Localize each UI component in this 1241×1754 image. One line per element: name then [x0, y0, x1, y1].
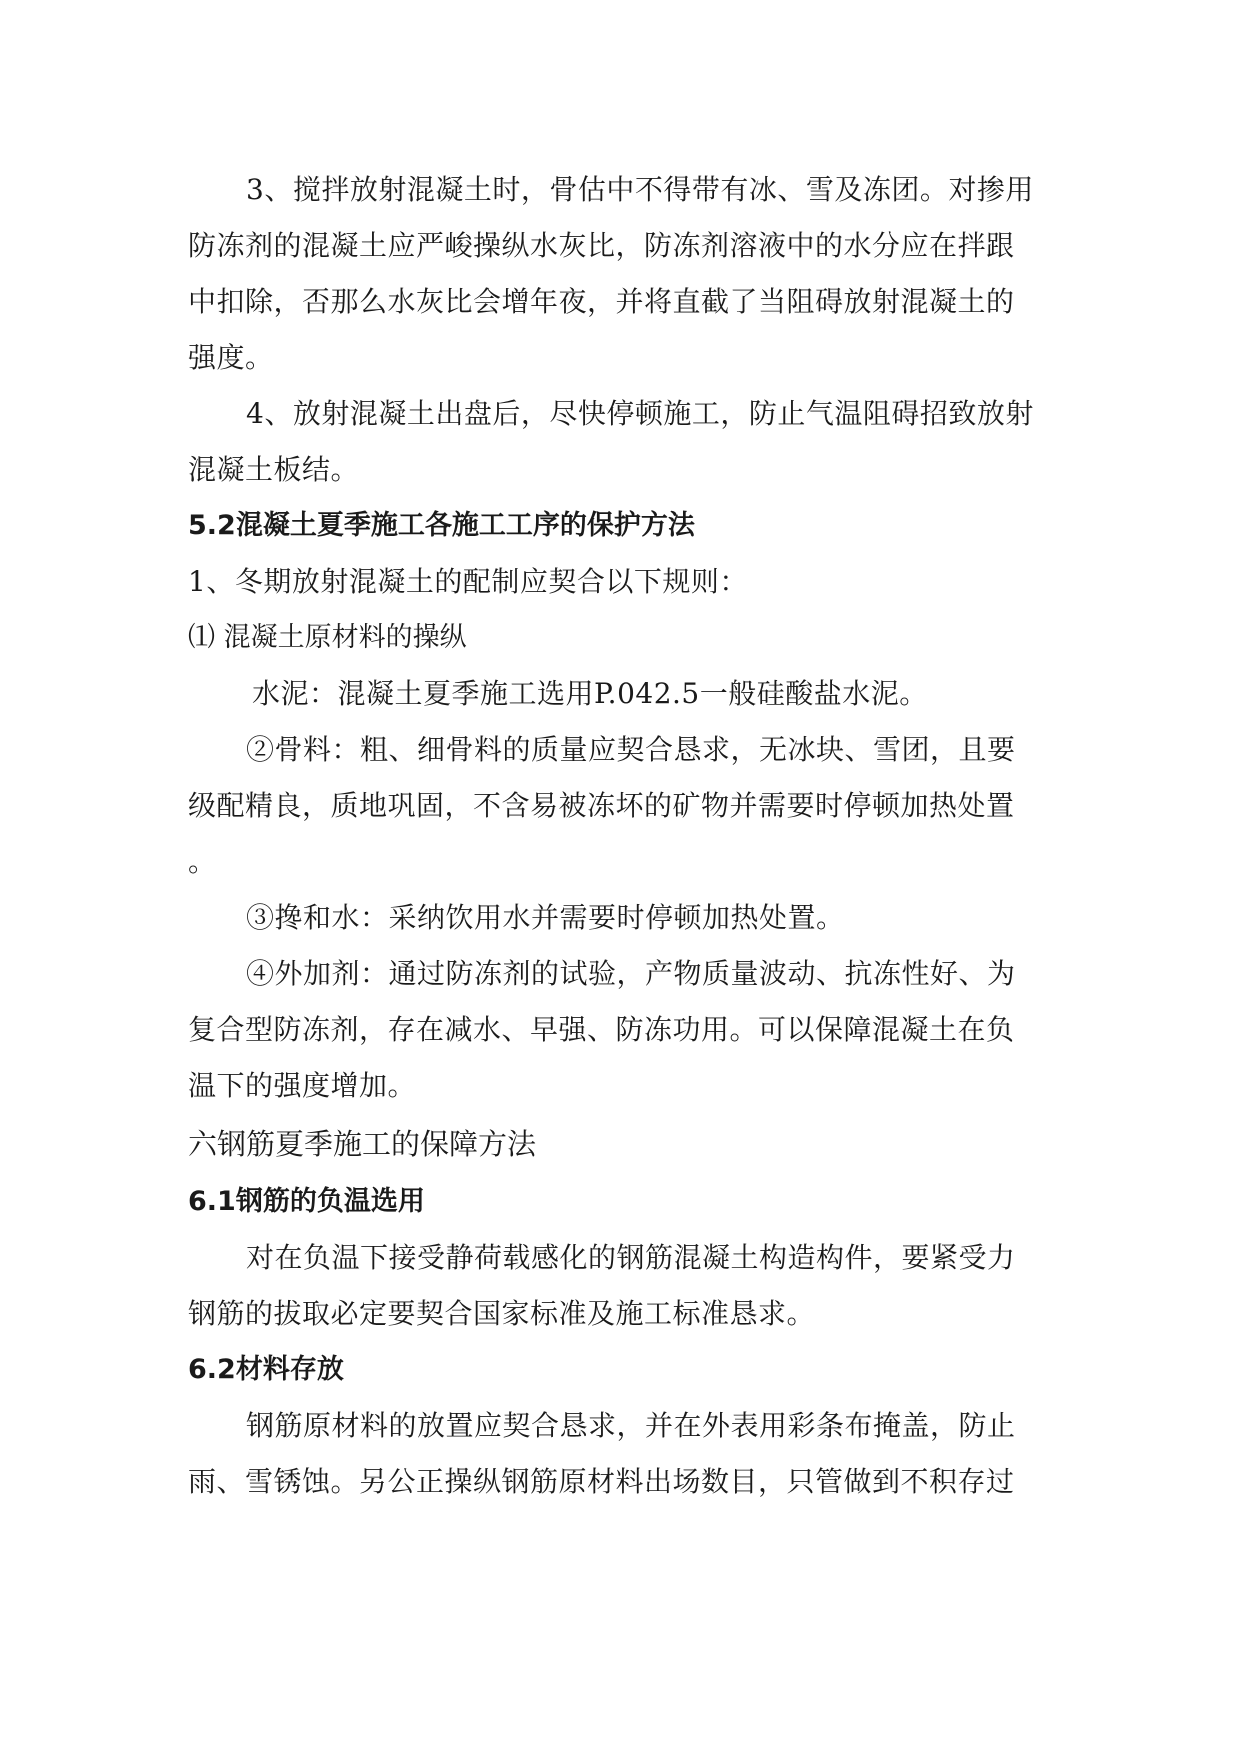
text-line: ③搀和水：采纳饮用水并需要时停顿加热处置。 — [246, 901, 845, 934]
section-heading-6-2: 6.2材料存放 — [188, 1354, 344, 1385]
text-line: 。 — [188, 845, 217, 878]
text-line: 雨、雪锈蚀。另公正操纵钢筋原材料出场数目，只管做到不积存过 — [188, 1465, 1015, 1498]
text-line: 对在负温下接受静荷载感化的钢筋混凝土构造构件，要紧受力 — [246, 1241, 1016, 1274]
paragraph-admixture — [188, 946, 1058, 1114]
text-line: 强度。 — [188, 341, 274, 374]
text-line: 钢筋的拔取必定要契合国家标准及施工标准恳求。 — [188, 1297, 816, 1330]
paragraph-mixing — [188, 162, 1058, 386]
paragraph-aggregate — [188, 722, 1058, 890]
document-page — [188, 162, 1058, 1510]
sub-item: ⑴ 混凝土原材料的操纵 — [188, 622, 467, 653]
text-line: 防冻剂的混凝土应严峻操纵水灰比，防冻剂溶液中的水分应在拌跟 — [188, 229, 1015, 262]
paragraph-discharge — [188, 386, 1058, 498]
list-item: 1、冬期放射混凝土的配制应契合以下规则： — [188, 565, 748, 598]
text-line: 水泥：混凝土夏季施工选用P.042.5一般硅酸盐水泥。 — [252, 677, 928, 710]
paragraph-negative-temp — [188, 1230, 1058, 1342]
text-line: 钢筋原材料的放置应契合恳求，并在外表用彩条布掩盖，防止 — [246, 1409, 1016, 1442]
paragraph-storage — [188, 1398, 1058, 1510]
section-heading-5-2: 5.2混凝土夏季施工各施工工序的保护方法 — [188, 510, 695, 541]
text-line: 级配精良，质地巩固，不含易被冻坏的矿物并需要时停顿加热处置 — [188, 789, 1015, 822]
text-line: 复合型防冻剂，存在减水、早强、防冻功用。可以保障混凝土在负 — [188, 1013, 1015, 1046]
text-line: 混凝土板结。 — [188, 453, 360, 486]
text-line: ④外加剂：通过防冻剂的试验，产物质量波动、抗冻性好、为 — [246, 957, 1016, 990]
text-line: 3、搅拌放射混凝土时，骨估中不得带有冰、雪及冻团。对掺用 — [246, 173, 1034, 206]
section-heading-6-1: 6.1钢筋的负温选用 — [188, 1186, 425, 1217]
text-line: 中扣除，否那么水灰比会增年夜，并将直截了当阻碍放射混凝土的 — [188, 285, 1015, 318]
chapter-heading-6: 六钢筋夏季施工的保障方法 — [188, 1127, 537, 1161]
text-line: ②骨料：粗、细骨料的质量应契合恳求，无冰块、雪团，且要 — [246, 733, 1016, 766]
text-line: 4、放射混凝土出盘后，尽快停顿施工，防止气温阻碍招致放射 — [246, 397, 1034, 430]
text-line: 温下的强度增加。 — [188, 1069, 417, 1102]
